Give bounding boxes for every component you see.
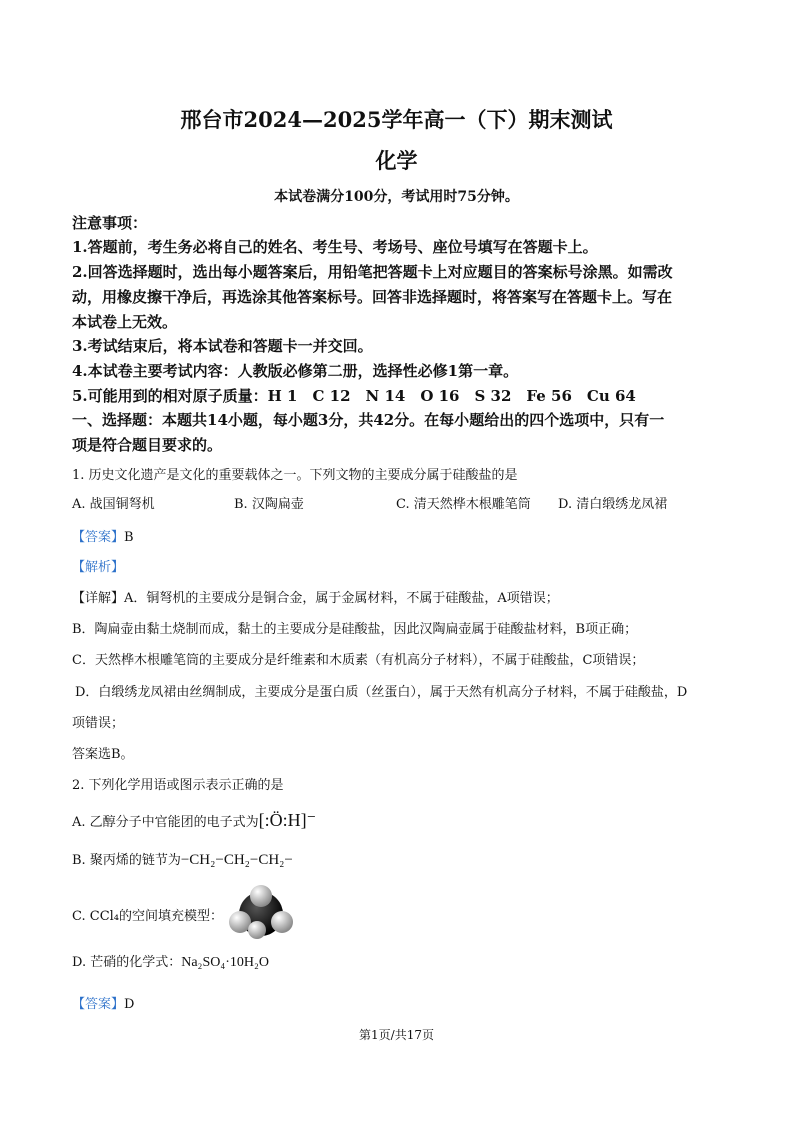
- q1-detail-line-3: C．天然桦木根雕笔筒的主要成分是纤维素和木质素（有机高分子材料），不属于硅酸盐，C项错误；: [72, 653, 645, 668]
- mirabilite-formula: Na₂SO₄·10H₂O: [181, 955, 269, 970]
- q1-detail-line-5: 项错误；: [72, 716, 125, 731]
- note-2-line-1: 2.回答选择题时，选出每小题答案后，用铅笔把答题卡上对应题目的答案标号涂黑。如需改: [72, 263, 673, 281]
- q2-answer: [72, 993, 134, 1012]
- ccl4-space-filling-model-icon: [226, 884, 296, 942]
- option-b-text: B. 聚丙烯的链节为: [72, 853, 181, 868]
- q1-option-c: C. 清天然桦木根雕笔筒: [396, 497, 531, 512]
- hydroxyl-electron-formula: [:Ö:H]⁻: [258, 810, 317, 830]
- answer-value: B: [124, 530, 134, 545]
- option-a-text: A. 乙醇分子中官能团的电子式为: [72, 815, 259, 830]
- note-2-line-3: 本试卷上无效。: [72, 313, 178, 331]
- page-footer: 第1页/共17页: [359, 1028, 434, 1042]
- q1-option-a: A. 战国铜弩机: [72, 497, 155, 512]
- q1-detail-line-4: D．白缎绣龙凤裙由丝绸制成，主要成分是蛋白质（丝蛋白），属于天然有机高分子材料，不属于硅酸盐，D: [75, 685, 688, 700]
- exam-subject: 化学: [375, 148, 418, 173]
- q1-option-b: B. 汉陶扁壶: [234, 497, 304, 512]
- answer-tag: 【答案】: [72, 530, 125, 545]
- detail-tag: 【详解】: [72, 591, 125, 606]
- section-heading-line-2: 项是符合题目要求的。: [72, 436, 223, 454]
- detail-text: A．铜弩机的主要成分是铜合金，属于金属材料，不属于硅酸盐，A项错误；: [124, 591, 559, 606]
- q2-option-c-text: C. CCl₄的空间填充模型：: [72, 909, 224, 924]
- q1-conclusion: 答案选B。: [72, 747, 134, 762]
- notes-heading: 注意事项：: [72, 214, 148, 232]
- q1-analysis-tag: 【解析】: [72, 560, 125, 575]
- q2-option-d: [72, 951, 269, 971]
- q2-option-a: [72, 810, 316, 831]
- q1-detail-line-2: B．陶扁壶由黏土烧制而成，黏土的主要成分是硅酸盐，因此汉陶扁壶属于硅酸盐材料，B项正确；: [72, 622, 638, 637]
- q1-stem: 1. 历史文化遗产是文化的重要载体之一。下列文物的主要成分属于硅酸盐的是: [72, 468, 518, 483]
- polypropylene-unit-formula: −CH₂−CH₂−CH₂−: [180, 852, 293, 868]
- answer-value: D: [124, 997, 135, 1012]
- exam-title: 邢台市2024—2025学年高一（下）期末测试: [180, 107, 613, 132]
- note-1: 1.答题前，考生务必将自己的姓名、考生号、考场号、座位号填写在答题卡上。: [72, 238, 598, 256]
- note-2-line-2: 动，用橡皮擦干净后，再选涂其他答案标号。回答非选择题时，将答案写在答题卡上。写在: [72, 288, 673, 306]
- note-3: 3.考试结束后，将本试卷和答题卡一并交回。: [72, 337, 373, 355]
- q1-detail-line-1: [72, 587, 559, 606]
- q2-stem: 2. 下列化学用语或图示表示正确的是: [72, 778, 284, 793]
- section-heading-line-1: 一、选择题：本题共14小题，每小题3分，共42分。在每小题给出的四个选项中，只有一: [72, 411, 665, 429]
- answer-tag: 【答案】: [72, 997, 125, 1012]
- note-5: 5.可能用到的相对原子质量：H 1 C 12 N 14 O 16 S 32 Fe 56 Cu 64: [72, 387, 636, 405]
- q1-option-d: D. 清白缎绣龙凤裙: [558, 497, 668, 512]
- q1-answer: [72, 526, 134, 545]
- q2-option-b: [72, 849, 293, 869]
- exam-subtitle: 本试卷满分100分，考试用时75分钟。: [274, 189, 519, 205]
- option-d-text: D. 芒硝的化学式：: [72, 955, 182, 970]
- note-4: 4.本试卷主要考试内容：人教版必修第二册，选择性必修1第一章。: [72, 362, 519, 380]
